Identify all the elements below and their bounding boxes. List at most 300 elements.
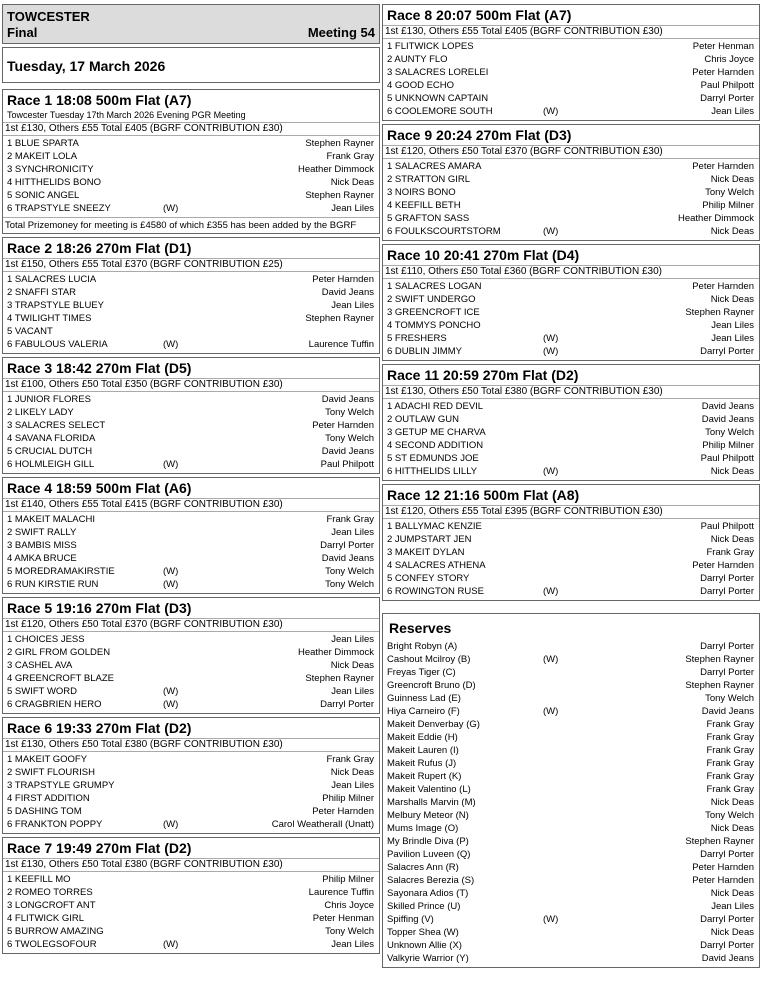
runner-row	[383, 572, 759, 585]
trainer-name: Peter Harnden	[692, 67, 754, 78]
right-column	[382, 4, 760, 971]
runner-row	[3, 137, 379, 150]
race-card	[382, 124, 760, 241]
runner-name: 1 BLUE SPARTA	[7, 138, 79, 149]
runner-name: 4 KEEFILL BETH	[387, 200, 461, 211]
trainer-name: Jean Liles	[331, 686, 374, 697]
trainer-name: Frank Gray	[706, 732, 754, 743]
runner-row	[3, 526, 379, 539]
runner-row	[3, 873, 379, 886]
runner-name: 5 CONFEY STORY	[387, 573, 470, 584]
reserves-title: Reserves	[389, 620, 452, 636]
trainer-name: David Jeans	[701, 414, 754, 425]
reserve-row	[383, 692, 759, 705]
trainer-name: Heather Dimmock	[297, 647, 374, 658]
race-card	[2, 717, 380, 834]
trainer-name: Heather Dimmock	[677, 213, 754, 224]
runner-row	[383, 186, 759, 199]
runner-name: 2 STRATTON GIRL	[387, 174, 471, 185]
reserve-row	[383, 744, 759, 757]
runner-row	[383, 199, 759, 212]
trainer-name: Peter Henman	[312, 913, 374, 924]
runner-name: 3 SYNCHRONICITY	[7, 164, 94, 175]
race-prize-line: 1st £130, Others £55 Total £405 (BGRF CONTRIBUTION £30)	[3, 122, 379, 136]
race-card	[2, 477, 380, 594]
wide-runner-marker: (W)	[543, 654, 559, 665]
reserve-row	[383, 757, 759, 770]
reserve-name: Topper Shea (W)	[387, 927, 459, 938]
runner-row	[3, 312, 379, 325]
runner-name: 2 OUTLAW GUN	[387, 414, 459, 425]
race-subtitle: Towcester Tuesday 17th March 2026 Evening PGR Meeting	[7, 110, 246, 120]
runner-row	[3, 325, 379, 338]
runner-name: 3 BAMBIS MISS	[7, 540, 77, 551]
runner-row	[3, 163, 379, 176]
trainer-name: Nick Deas	[710, 466, 754, 477]
runner-name: 3 SALACRES LORELEI	[387, 67, 489, 78]
runner-row	[3, 766, 379, 779]
race-card	[2, 597, 380, 714]
runner-row	[383, 280, 759, 293]
runner-row	[3, 406, 379, 419]
reserve-name: Salacres Ann (R)	[387, 862, 459, 873]
reserve-name: Pavilion Luveen (Q)	[387, 849, 471, 860]
runner-name: 4 SAVANA FLORIDA	[7, 433, 96, 444]
runner-name: 5 UNKNOWN CAPTAIN	[387, 93, 489, 104]
race-card	[2, 357, 380, 474]
runner-row	[3, 338, 379, 351]
reserve-name: Makeit Rupert (K)	[387, 771, 462, 782]
runner-name: 5 DASHING TOM	[7, 806, 82, 817]
runner-name: 4 TOMMYS PONCHO	[387, 320, 481, 331]
reserve-name: Salacres Berezia (S)	[387, 875, 475, 886]
race-title: Race 5 19:16 270m Flat (D3)	[7, 600, 192, 616]
runner-row	[383, 293, 759, 306]
runner-row	[383, 332, 759, 345]
runner-row	[3, 805, 379, 818]
runner-row	[3, 445, 379, 458]
runner-name: 5 SONIC ANGEL	[7, 190, 80, 201]
trainer-name: Frank Gray	[706, 784, 754, 795]
runner-row	[3, 659, 379, 672]
runner-row	[3, 189, 379, 202]
runner-row	[3, 886, 379, 899]
trainer-name: Tony Welch	[325, 433, 374, 444]
trainer-name: Jean Liles	[711, 333, 754, 344]
runner-row	[3, 912, 379, 925]
runner-list	[383, 519, 759, 600]
reserve-row	[383, 835, 759, 848]
runner-row	[3, 633, 379, 646]
trainer-name: Nick Deas	[330, 767, 374, 778]
race-card	[2, 237, 380, 354]
runner-row	[383, 439, 759, 452]
runner-row	[383, 40, 759, 53]
runner-name: 4 HITTHELIDS BONO	[7, 177, 101, 188]
trainer-name: Paul Philpott	[320, 459, 374, 470]
runner-row	[383, 212, 759, 225]
reserve-row	[383, 705, 759, 718]
trainer-name: Tony Welch	[325, 407, 374, 418]
runner-name: 5 MOREDRAMAKIRSTIE	[7, 566, 115, 577]
runner-name: 1 KEEFILL MO	[7, 874, 71, 885]
runner-name: 5 SWIFT WORD	[7, 686, 78, 697]
trainer-name: Darryl Porter	[700, 914, 754, 925]
trainer-name: Frank Gray	[706, 745, 754, 756]
runner-list	[3, 272, 379, 353]
runner-row	[3, 552, 379, 565]
reserve-row	[383, 783, 759, 796]
race-title: Race 3 18:42 270m Flat (D5)	[7, 360, 192, 376]
reserve-name: Freyas Tiger (C)	[387, 667, 456, 678]
total-prizemoney-note: Total Prizemoney for meeting is £4580 of which £355 has been added by the BGRF	[3, 217, 379, 233]
trainer-name: Frank Gray	[326, 151, 374, 162]
runner-row	[383, 92, 759, 105]
runner-row	[3, 539, 379, 552]
trainer-name: Nick Deas	[330, 177, 374, 188]
trainer-name: Tony Welch	[705, 427, 754, 438]
runner-name: 2 SWIFT RALLY	[7, 527, 77, 538]
trainer-name: David Jeans	[321, 553, 374, 564]
trainer-name: Peter Harnden	[312, 806, 374, 817]
runner-row	[383, 426, 759, 439]
reserve-row	[383, 640, 759, 653]
reserve-name: Melbury Meteor (N)	[387, 810, 469, 821]
meeting-header	[2, 4, 380, 44]
reserve-name: Makeit Eddie (H)	[387, 732, 458, 743]
reserve-name: Makeit Denverbay (G)	[387, 719, 480, 730]
runner-name: 6 TRAPSTYLE SNEEZY	[7, 203, 111, 214]
trainer-name: Jean Liles	[711, 106, 754, 117]
trainer-name: David Jeans	[321, 446, 374, 457]
race-card	[382, 244, 760, 361]
reserve-row	[383, 861, 759, 874]
meeting-number: Meeting 54	[307, 25, 375, 40]
runner-name: 1 BALLYMAC KENZIE	[387, 521, 482, 532]
trainer-name: Jean Liles	[331, 634, 374, 645]
runner-row	[383, 225, 759, 238]
runner-name: 6 TWOLEGSOFOUR	[7, 939, 97, 950]
trainer-name: David Jeans	[701, 953, 754, 964]
runner-row	[3, 779, 379, 792]
runner-row	[3, 792, 379, 805]
trainer-name: Darryl Porter	[700, 93, 754, 104]
runner-row	[383, 400, 759, 413]
reserve-name: Marshalls Marvin (M)	[387, 797, 476, 808]
wide-runner-marker: (W)	[163, 566, 179, 577]
reserve-name: Cashout Mcilroy (B)	[387, 654, 471, 665]
reserve-row	[383, 718, 759, 731]
reserve-row	[383, 952, 759, 965]
runner-name: 4 GOOD ECHO	[387, 80, 455, 91]
runner-name: 6 RUN KIRSTIE RUN	[7, 579, 99, 590]
runner-row	[3, 273, 379, 286]
reserve-name: Skilled Prince (U)	[387, 901, 461, 912]
runner-name: 3 MAKEIT DYLAN	[387, 547, 465, 558]
race-prize-line: 1st £140, Others £55 Total £415 (BGRF CONTRIBUTION £30)	[3, 498, 379, 512]
wide-runner-marker: (W)	[543, 466, 559, 477]
wide-runner-marker: (W)	[543, 226, 559, 237]
trainer-name: Paul Philpott	[700, 80, 754, 91]
trainer-name: Frank Gray	[326, 514, 374, 525]
runner-name: 1 MAKEIT GOOFY	[7, 754, 88, 765]
race-title: Race 2 18:26 270m Flat (D1)	[7, 240, 192, 256]
trainer-name: Laurence Tuffin	[308, 887, 374, 898]
runner-name: 3 NOIRS BONO	[387, 187, 456, 198]
trainer-name: Jean Liles	[711, 320, 754, 331]
trainer-name: Darryl Porter	[700, 346, 754, 357]
trainer-name: Tony Welch	[325, 926, 374, 937]
wide-runner-marker: (W)	[163, 579, 179, 590]
trainer-name: Philip Milner	[322, 793, 374, 804]
trainer-name: Nick Deas	[710, 927, 754, 938]
race-card	[382, 4, 760, 121]
trainer-name: Nick Deas	[710, 888, 754, 899]
wide-runner-marker: (W)	[163, 339, 179, 350]
trainer-name: Stephen Rayner	[305, 138, 374, 149]
trainer-name: Carol Weatherall (Unatt)	[271, 819, 374, 830]
runner-row	[383, 413, 759, 426]
runner-row	[383, 66, 759, 79]
trainer-name: Peter Harnden	[312, 274, 374, 285]
runner-name: 2 SNAFFI STAR	[7, 287, 76, 298]
trainer-name: Darryl Porter	[320, 699, 374, 710]
runner-row	[3, 753, 379, 766]
race-prize-line: 1st £130, Others £50 Total £380 (BGRF CONTRIBUTION £30)	[3, 738, 379, 752]
trainer-name: Chris Joyce	[704, 54, 754, 65]
reserve-row	[383, 679, 759, 692]
runner-name: 6 FOULKSCOURTSTORM	[387, 226, 501, 237]
runner-row	[3, 938, 379, 951]
runner-list	[3, 512, 379, 593]
trainer-name: David Jeans	[321, 394, 374, 405]
race-title: Race 10 20:41 270m Flat (D4)	[387, 247, 580, 263]
wide-runner-marker: (W)	[163, 459, 179, 470]
runner-row	[383, 465, 759, 478]
trainer-name: David Jeans	[701, 401, 754, 412]
trainer-name: Nick Deas	[710, 174, 754, 185]
runner-row	[383, 319, 759, 332]
runner-name: 1 SALACRES LOGAN	[387, 281, 482, 292]
trainer-name: Stephen Rayner	[685, 836, 754, 847]
race-title: Race 7 19:49 270m Flat (D2)	[7, 840, 192, 856]
trainer-name: Jean Liles	[331, 780, 374, 791]
race-prize-line: 1st £130, Others £50 Total £380 (BGRF CONTRIBUTION £30)	[383, 385, 759, 399]
trainer-name: Peter Harnden	[312, 420, 374, 431]
wide-runner-marker: (W)	[163, 203, 179, 214]
runner-name: 6 DUBLIN JIMMY	[387, 346, 462, 357]
runner-row	[3, 685, 379, 698]
runner-row	[383, 559, 759, 572]
trainer-name: Frank Gray	[706, 758, 754, 769]
runner-name: 4 AMKA BRUCE	[7, 553, 77, 564]
runner-row	[383, 520, 759, 533]
runner-list	[3, 872, 379, 953]
trainer-name: Darryl Porter	[700, 940, 754, 951]
trainer-name: Peter Harnden	[692, 161, 754, 172]
reserve-name: My Brindle Diva (P)	[387, 836, 469, 847]
race-prize-line: 1st £100, Others £50 Total £350 (BGRF CONTRIBUTION £30)	[3, 378, 379, 392]
trainer-name: Heather Dimmock	[297, 164, 374, 175]
trainer-name: Frank Gray	[706, 547, 754, 558]
runner-name: 3 CASHEL AVA	[7, 660, 73, 671]
trainer-name: Darryl Porter	[700, 849, 754, 860]
runner-name: 4 SALACRES ATHENA	[387, 560, 486, 571]
runner-list	[383, 159, 759, 240]
runner-row	[3, 419, 379, 432]
runner-name: 1 CHOICES JESS	[7, 634, 85, 645]
reserve-name: Unknown Allie (X)	[387, 940, 462, 951]
trainer-name: Darryl Porter	[700, 641, 754, 652]
reserve-name: Sayonara Adios (T)	[387, 888, 469, 899]
wide-runner-marker: (W)	[163, 686, 179, 697]
runner-name: 1 ADACHI RED DEVIL	[387, 401, 484, 412]
trainer-name: Darryl Porter	[700, 573, 754, 584]
runner-row	[3, 513, 379, 526]
runner-row	[3, 393, 379, 406]
reserve-row	[383, 848, 759, 861]
venue-name: TOWCESTER	[7, 9, 90, 24]
runner-name: 6 HOLMLEIGH GILL	[7, 459, 95, 470]
reserve-row	[383, 666, 759, 679]
trainer-name: Nick Deas	[710, 294, 754, 305]
runner-list	[3, 632, 379, 713]
trainer-name: Frank Gray	[326, 754, 374, 765]
trainer-name: Stephen Rayner	[685, 654, 754, 665]
reserves-list	[383, 640, 759, 967]
runner-name: 2 JUMPSTART JEN	[387, 534, 472, 545]
meeting-date: Tuesday, 17 March 2026	[2, 47, 380, 83]
runner-name: 5 BURROW AMAZING	[7, 926, 104, 937]
runner-name: 1 SALACRES AMARA	[387, 161, 482, 172]
race-title: Race 12 21:16 500m Flat (A8)	[387, 487, 580, 503]
runner-name: 3 TRAPSTYLE GRUMPY	[7, 780, 115, 791]
runner-row	[3, 899, 379, 912]
runner-name: 3 GREENCROFT ICE	[387, 307, 480, 318]
runner-name: 4 TWILIGHT TIMES	[7, 313, 92, 324]
reserve-name: Spiffing (V)	[387, 914, 434, 925]
trainer-name: Jean Liles	[711, 901, 754, 912]
reserve-name: Makeit Rufus (J)	[387, 758, 457, 769]
reserve-row	[383, 926, 759, 939]
runner-list	[383, 399, 759, 480]
runner-name: 3 SALACRES SELECT	[7, 420, 106, 431]
runner-name: 2 SWIFT UNDERGO	[387, 294, 476, 305]
race-card	[2, 837, 380, 954]
trainer-name: Darryl Porter	[700, 586, 754, 597]
runner-name: 5 VACANT	[7, 326, 53, 337]
trainer-name: Laurence Tuffin	[308, 339, 374, 350]
race-prize-line: 1st £120, Others £50 Total £370 (BGRF CONTRIBUTION £30)	[383, 145, 759, 159]
trainer-name: David Jeans	[321, 287, 374, 298]
reserve-row	[383, 939, 759, 952]
runner-row	[383, 105, 759, 118]
race-card	[2, 89, 380, 234]
trainer-name: Stephen Rayner	[685, 680, 754, 691]
trainer-name: Philip Milner	[322, 874, 374, 885]
runner-row	[383, 533, 759, 546]
reserve-name: Greencroft Bruno (D)	[387, 680, 476, 691]
trainer-name: David Jeans	[701, 706, 754, 717]
runner-list	[3, 136, 379, 217]
trainer-name: Peter Henman	[692, 41, 754, 52]
runner-name: 3 TRAPSTYLE BLUEY	[7, 300, 104, 311]
race-prize-line: 1st £120, Others £50 Total £370 (BGRF CONTRIBUTION £30)	[3, 618, 379, 632]
left-column	[2, 4, 380, 957]
runner-list	[383, 39, 759, 120]
wide-runner-marker: (W)	[543, 346, 559, 357]
runner-row	[3, 176, 379, 189]
trainer-name: Darryl Porter	[700, 667, 754, 678]
wide-runner-marker: (W)	[163, 699, 179, 710]
runner-row	[3, 286, 379, 299]
stage-label: Final	[7, 25, 38, 40]
runner-name: 5 GRAFTON SASS	[387, 213, 470, 224]
runner-row	[383, 173, 759, 186]
trainer-name: Paul Philpott	[700, 453, 754, 464]
runner-name: 2 LIKELY LADY	[7, 407, 74, 418]
reserve-name: Bright Robyn (A)	[387, 641, 458, 652]
trainer-name: Stephen Rayner	[305, 673, 374, 684]
trainer-name: Nick Deas	[710, 823, 754, 834]
runner-row	[3, 818, 379, 831]
trainer-name: Stephen Rayner	[305, 190, 374, 201]
reserve-row	[383, 809, 759, 822]
runner-name: 2 ROMEO TORRES	[7, 887, 93, 898]
runner-row	[3, 646, 379, 659]
runner-name: 4 SECOND ADDITION	[387, 440, 484, 451]
runner-name: 6 ROWINGTON RUSE	[387, 586, 484, 597]
reserve-row	[383, 822, 759, 835]
wide-runner-marker: (W)	[543, 106, 559, 117]
runner-name: 1 JUNIOR FLORES	[7, 394, 91, 405]
runner-name: 6 FABULOUS VALERIA	[7, 339, 108, 350]
trainer-name: Peter Harnden	[692, 875, 754, 886]
runner-name: 3 GETUP ME CHARVA	[387, 427, 486, 438]
trainer-name: Frank Gray	[706, 719, 754, 730]
race-card	[382, 364, 760, 481]
runner-row	[3, 672, 379, 685]
runner-row	[3, 698, 379, 711]
wide-runner-marker: (W)	[543, 914, 559, 925]
runner-row	[3, 925, 379, 938]
runner-list	[3, 392, 379, 473]
trainer-name: Jean Liles	[331, 527, 374, 538]
reserve-name: Makeit Lauren (I)	[387, 745, 459, 756]
reserve-row	[383, 653, 759, 666]
runner-name: 5 ST EDMUNDS JOE	[387, 453, 479, 464]
trainer-name: Jean Liles	[331, 300, 374, 311]
runner-name: 2 SWIFT FLOURISH	[7, 767, 95, 778]
wide-runner-marker: (W)	[163, 939, 179, 950]
trainer-name: Darryl Porter	[320, 540, 374, 551]
race-card	[382, 484, 760, 601]
runner-row	[3, 202, 379, 215]
runner-name: 2 MAKEIT LOLA	[7, 151, 78, 162]
reserve-name: Mums Image (O)	[387, 823, 459, 834]
trainer-name: Stephen Rayner	[305, 313, 374, 324]
reserve-name: Valkyrie Warrior (Y)	[387, 953, 469, 964]
race-prize-line: 1st £120, Others £55 Total £395 (BGRF CONTRIBUTION £30)	[383, 505, 759, 519]
runner-row	[3, 299, 379, 312]
trainer-name: Paul Philpott	[700, 521, 754, 532]
runner-row	[383, 345, 759, 358]
runner-row	[383, 160, 759, 173]
race-title: Race 1 18:08 500m Flat (A7)	[7, 92, 192, 108]
trainer-name: Jean Liles	[331, 939, 374, 950]
reserve-row	[383, 900, 759, 913]
race-title: Race 6 19:33 270m Flat (D2)	[7, 720, 192, 736]
